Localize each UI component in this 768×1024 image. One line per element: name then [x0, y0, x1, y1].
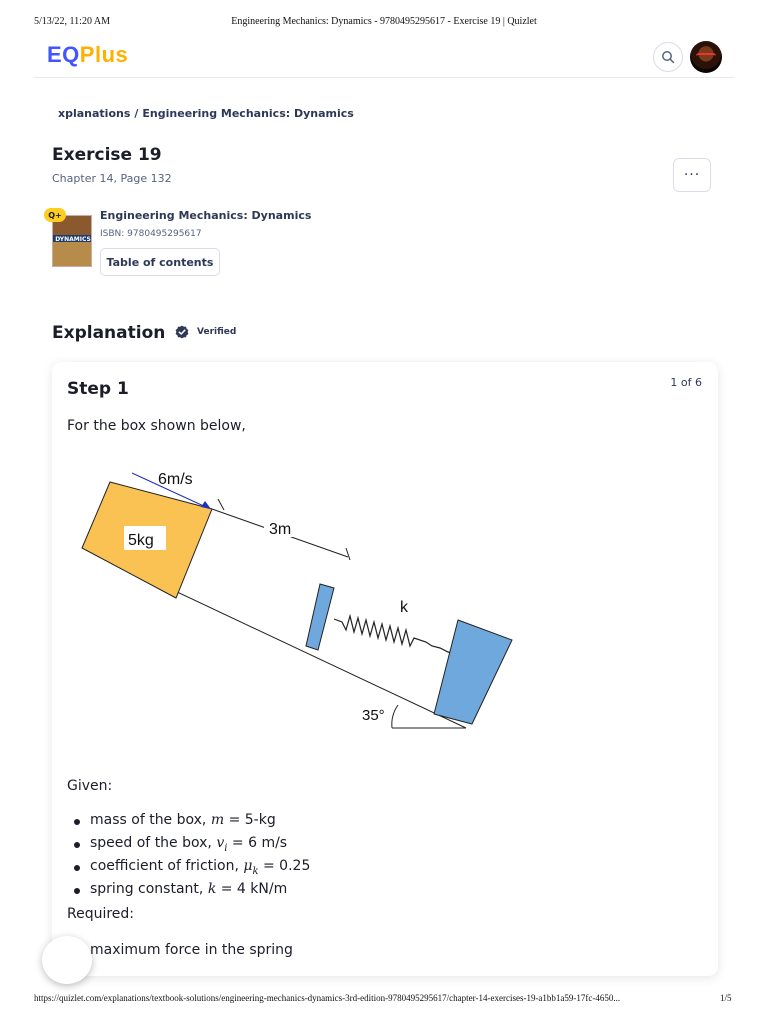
exercise-title: Exercise 19 — [52, 145, 162, 165]
given-speed-unit: m/s — [257, 835, 288, 851]
exercise-subtitle: Chapter 14, Page 132 — [52, 172, 172, 185]
print-url: https://quizlet.com/explanations/textbook-solutions/engineering-mechanics-dynamics-3rd-edition-9780495295617/chapter-14-exercises-19-a1bb1a59-17fc-4650... — [34, 993, 621, 1003]
spring-label: k — [400, 599, 408, 616]
given-speed-symbol: v — [216, 835, 225, 851]
breadcrumb-book-link[interactable]: Engineering Mechanics: Dynamics — [142, 107, 354, 120]
given-spring-symbol: k — [207, 881, 217, 897]
mass-label: 5kg — [128, 532, 154, 549]
given-speed-eq: = 6 — [231, 835, 257, 851]
step-intro-text: For the box shown below, — [67, 418, 246, 434]
book-title-link[interactable]: Engineering Mechanics: Dynamics — [100, 209, 312, 222]
breadcrumb-separator: / — [134, 107, 139, 120]
book-cover-image — [52, 215, 92, 267]
given-friction — [90, 858, 310, 881]
given-spring-constant — [90, 881, 310, 904]
given-friction-subscript: k — [252, 865, 259, 877]
given-friction-label: coefficient of friction, — [90, 858, 239, 874]
given-speed — [90, 835, 310, 858]
given-spring-eq: = 4 — [220, 881, 246, 897]
explanation-heading: Explanation — [52, 323, 166, 343]
logo-eq: EQ — [47, 42, 80, 67]
verified-label: Verified — [197, 327, 237, 337]
given-mass-symbol: m — [210, 812, 225, 828]
print-title: Engineering Mechanics: Dynamics - 9780495295617 - Exercise 19 | Quizlet — [231, 16, 537, 27]
given-mass-eq: = 5 — [228, 812, 254, 828]
avatar-glasses — [696, 53, 716, 59]
table-of-contents-button[interactable]: Table of contents — [100, 248, 220, 276]
search-icon — [661, 50, 675, 64]
wall-bumper — [434, 620, 512, 724]
breadcrumb — [58, 107, 354, 120]
problem-figure — [80, 462, 530, 737]
spring-plate — [306, 584, 334, 650]
given-spring-unit: kN/m — [245, 881, 288, 897]
given-speed-label: speed of the box, — [90, 835, 212, 851]
logo-plus: Plus — [79, 42, 129, 67]
given-spring-label: spring constant, — [90, 881, 204, 897]
step-counter: 1 of 6 — [670, 376, 702, 389]
required-item: maximum force in the spring — [90, 942, 293, 958]
given-heading: Given: — [67, 778, 113, 794]
given-list — [90, 812, 310, 904]
given-friction-symbol: μ — [243, 858, 253, 874]
user-avatar[interactable] — [690, 41, 722, 73]
quizlet-plus-badge: Q+ — [44, 208, 66, 222]
book-isbn: ISBN: 9780495295617 — [100, 229, 202, 239]
book-cover[interactable] — [44, 207, 104, 273]
step-card — [52, 362, 718, 976]
floating-action-button[interactable] — [42, 936, 92, 984]
velocity-label: 6m/s — [158, 471, 193, 488]
dimension-tick-left — [218, 499, 224, 510]
given-mass — [90, 812, 310, 835]
verified-check-icon — [175, 325, 189, 339]
given-friction-eq: = 0.25 — [263, 858, 311, 874]
angle-arc — [392, 705, 398, 728]
required-heading: Required: — [67, 906, 135, 922]
print-header — [0, 16, 768, 30]
angle-label: 35° — [362, 707, 385, 724]
breadcrumb-explanations-link[interactable]: xplanations — [58, 107, 131, 120]
print-page-number: 1/5 — [720, 993, 732, 1003]
step-title: Step 1 — [67, 379, 129, 399]
more-options-button[interactable]: ··· — [673, 158, 711, 192]
top-navigation-bar — [34, 38, 734, 78]
spring — [334, 616, 456, 654]
print-date: 5/13/22, 11:20 AM — [34, 16, 111, 27]
dimension-tick-right — [346, 548, 350, 560]
search-button[interactable] — [653, 42, 683, 72]
book-cover-text: DYNAMICS — [55, 236, 91, 243]
given-speed-subscript: i — [224, 842, 228, 854]
given-mass-label: mass of the box, — [90, 812, 207, 828]
verified-badge — [175, 325, 236, 339]
quizlet-plus-logo[interactable] — [47, 42, 128, 68]
given-mass-unit: -kg — [253, 812, 276, 828]
distance-label: 3m — [269, 521, 292, 538]
